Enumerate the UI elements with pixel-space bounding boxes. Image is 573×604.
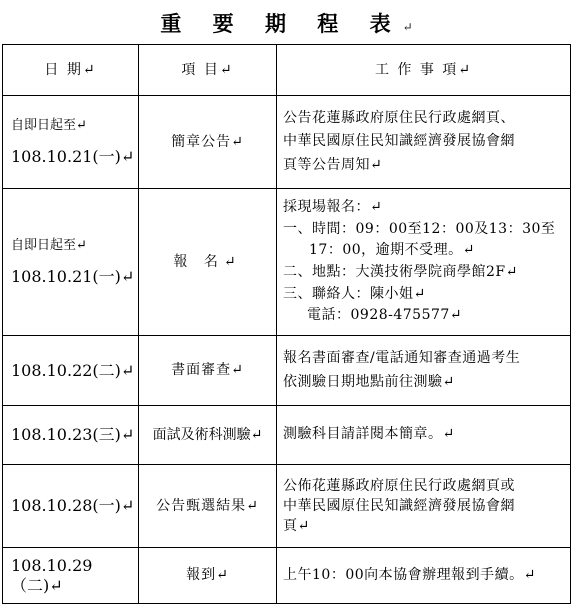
date-line-2: 108.10.21(一)↵	[11, 267, 135, 287]
table-row	[3, 465, 571, 548]
date-cell	[3, 406, 139, 465]
table-row	[3, 96, 571, 189]
work-cell	[277, 336, 571, 406]
work-line: 中華民國原住民知識經濟發展協會網	[283, 497, 515, 514]
item-cell: 報 名↵	[139, 189, 277, 336]
item-cell: 書面審查↵	[139, 336, 277, 406]
work-line: 報名書面審查/電話通知審查通過考生	[283, 350, 521, 367]
work-line: 一、時間：09：00至12：00及13：30至	[283, 220, 556, 237]
work-cell	[277, 189, 571, 336]
work-cell	[277, 465, 571, 548]
date-text: 108.10.29（二)↵	[11, 556, 93, 595]
work-line: 公佈花蓮縣政府原住民行政處網頁或	[283, 477, 515, 494]
table-row	[3, 548, 571, 604]
header-row	[3, 45, 571, 96]
item-cell: 公告甄選結果↵	[139, 465, 277, 548]
return-mark: ↵	[402, 20, 413, 34]
schedule-table	[2, 44, 571, 604]
page-title	[0, 8, 573, 38]
table-row	[3, 336, 571, 406]
table-row	[3, 189, 571, 336]
work-line: 頁↵	[283, 518, 310, 535]
work-line: 17：00，逾期不受理。↵	[309, 242, 475, 259]
work-line: 測驗科目請詳閱本簡章。↵	[283, 426, 455, 443]
date-cell	[3, 548, 139, 604]
date-cell	[3, 189, 139, 336]
date-cell	[3, 96, 139, 189]
work-line: 依測驗日期地點前往測驗↵	[283, 373, 455, 390]
work-line: 電話：0928-475577↵	[307, 307, 463, 324]
date-text: 108.10.22(二)↵	[11, 360, 135, 380]
date-text: 108.10.23(三)↵	[11, 425, 135, 445]
work-line: 公告花蓮縣政府原住民行政處網頁、	[283, 110, 515, 127]
table-row	[3, 406, 571, 465]
item-cell: 面試及術科測驗↵	[139, 406, 277, 465]
item-cell: 簡章公告↵	[139, 96, 277, 189]
date-cell	[3, 336, 139, 406]
date-line-1: 自即日起至↵	[11, 117, 87, 133]
date-line-2: 108.10.21(一)↵	[11, 147, 135, 167]
date-cell	[3, 465, 139, 548]
work-cell	[277, 96, 571, 189]
date-line-1: 自即日起至↵	[11, 237, 87, 253]
date-text: 108.10.28(一)↵	[11, 496, 135, 516]
item-cell: 報到↵	[139, 548, 277, 604]
header-date: 日 期↵	[3, 45, 139, 96]
work-line: 採現場報名：↵	[283, 198, 383, 215]
work-cell	[277, 406, 571, 465]
header-work: 工 作 事 項↵	[277, 45, 571, 96]
work-line: 頁等公告周知↵	[283, 156, 383, 173]
work-line: 二、地點：大漢技術學院商學館2F↵	[283, 264, 518, 280]
work-line: 上午10：00向本協會辦理報到手續。↵	[283, 566, 536, 583]
work-cell	[277, 548, 571, 604]
title-text: 重 要 期 程 表	[160, 11, 403, 36]
work-line: 中華民國原住民知識經濟發展協會網	[283, 133, 515, 150]
work-line: 三、聯絡人：陳小姐↵	[283, 285, 426, 302]
header-item: 項 目↵	[139, 45, 277, 96]
